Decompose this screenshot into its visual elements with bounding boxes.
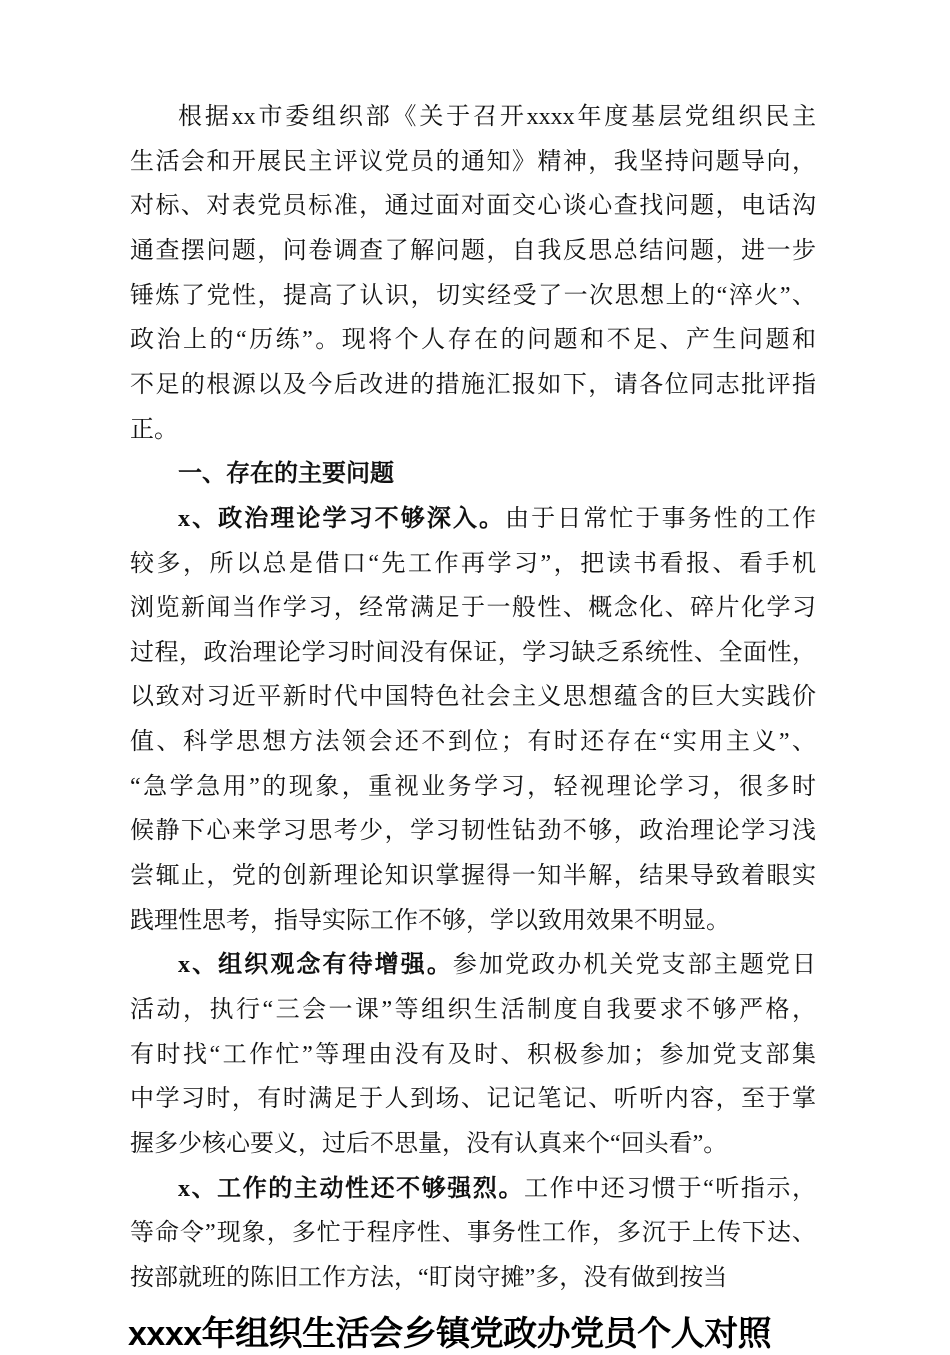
line-text: 浏览新闻当作学习，经常满足于一般性、概念化、碎片化学习 bbox=[130, 595, 816, 622]
line-text: 正。 bbox=[130, 416, 178, 443]
line-text: 握多少核心要义，过后不思量，没有认真来个“回头看”。 bbox=[130, 1130, 728, 1157]
bold-lead: x、组织观念有待增强。 bbox=[178, 952, 453, 979]
text-line bbox=[130, 147, 816, 177]
text-line bbox=[130, 727, 816, 757]
line-text: 通查摆问题，问卷调查了解问题，自我反思总结问题，进一步 bbox=[130, 237, 816, 264]
text-line bbox=[178, 102, 816, 132]
line-text: 根据xx市委组织部《关于召开xxxx年度基层党组织民主 bbox=[178, 104, 816, 130]
line-text: 过程，政治理论学习时间没有保证，学习缺乏系统性、全面性， bbox=[130, 639, 816, 666]
text-line bbox=[130, 816, 816, 846]
text-line bbox=[130, 1218, 816, 1248]
bold-lead: x、工作的主动性还不够强烈。 bbox=[178, 1175, 525, 1202]
line-text: 由于日常忙于事务性的工作 bbox=[505, 505, 817, 532]
text-line bbox=[130, 861, 816, 891]
text-line bbox=[130, 638, 816, 668]
bold-lead: x、政治理论学习不够深入。 bbox=[178, 505, 506, 532]
line-text: 生活会和开展民主评议党员的通知》精神，我坚持问题导向， bbox=[130, 148, 816, 175]
line-text: 按部就班的陈旧工作方法，“盯岗守摊”多，没有做到按当 bbox=[130, 1264, 728, 1291]
line-text: 参加党政办机关党支部主题党日 bbox=[452, 952, 817, 979]
line-text: 政治上的“历练”。现将个人存在的问题和不足、产生问题和 bbox=[130, 327, 816, 354]
text-line bbox=[130, 549, 816, 579]
line-text: 活动，执行“三会一课”等组织生活制度自我要求不够严格， bbox=[130, 997, 816, 1023]
text-line bbox=[178, 950, 816, 980]
text-line bbox=[130, 772, 816, 802]
line-text: 有时找“工作忙”等理由没有及时、积极参加；参加党支部集 bbox=[130, 1041, 816, 1068]
text-line bbox=[130, 281, 816, 311]
section-heading bbox=[178, 459, 816, 489]
text-line bbox=[130, 906, 816, 936]
text-line bbox=[130, 1084, 816, 1114]
line-text: “急学急用”的现象，重视业务学习，轻视理论学习，很多时 bbox=[130, 773, 816, 800]
text-line bbox=[130, 1040, 816, 1070]
line-text: 尝辄止，党的创新理论知识掌握得一知半解，结果导致着眼实 bbox=[130, 863, 816, 890]
line-text: 对标、对表党员标准，通过面对面交心谈心查找问题，电话沟 bbox=[130, 193, 816, 220]
line-text: 等命令”现象，多忙于程序性、事务性工作，多沉于上传下达、 bbox=[130, 1220, 816, 1247]
text-line bbox=[130, 370, 816, 400]
text-line bbox=[130, 1129, 816, 1159]
text-line bbox=[178, 1174, 816, 1204]
text-line bbox=[130, 1263, 816, 1293]
text-line bbox=[130, 593, 816, 623]
text-line bbox=[130, 191, 816, 221]
text-line bbox=[178, 504, 816, 534]
line-text: 锤炼了党性，提高了认识，切实经受了一次思想上的“淬火”、 bbox=[130, 282, 816, 309]
text-line bbox=[130, 236, 816, 266]
document-title-overlay: xxxx年组织生活会乡镇党政办党员个人对照 bbox=[128, 1315, 772, 1353]
line-text: 以致对习近平新时代中国特色社会主义思想蕴含的巨大实践价 bbox=[130, 684, 816, 711]
line-text: 候静下心来学习思考少，学习韧性钻劲不够，政治理论学习浅 bbox=[130, 818, 816, 845]
text-line bbox=[130, 682, 816, 712]
text-line bbox=[130, 415, 816, 445]
text-line bbox=[130, 325, 816, 355]
line-text: 践理性思考，指导实际工作不够，学以致用效果不明显。 bbox=[130, 907, 730, 934]
line-text: 较多，所以总是借口“先工作再学习”，把读书看报、看手机 bbox=[130, 550, 816, 577]
line-text: 值、科学思想方法领会还不到位；有时还存在“实用主义”、 bbox=[130, 729, 816, 756]
bold-lead: 一、存在的主要问题 bbox=[178, 461, 394, 488]
text-line bbox=[130, 995, 816, 1025]
line-text: 工作中还习惯于“听指示， bbox=[524, 1175, 817, 1202]
line-text: 不足的根源以及今后改进的措施汇报如下，请各位同志批评指 bbox=[130, 371, 816, 398]
line-text: 中学习时，有时满足于人到场、记记笔记、听听内容，至于掌 bbox=[130, 1086, 816, 1113]
